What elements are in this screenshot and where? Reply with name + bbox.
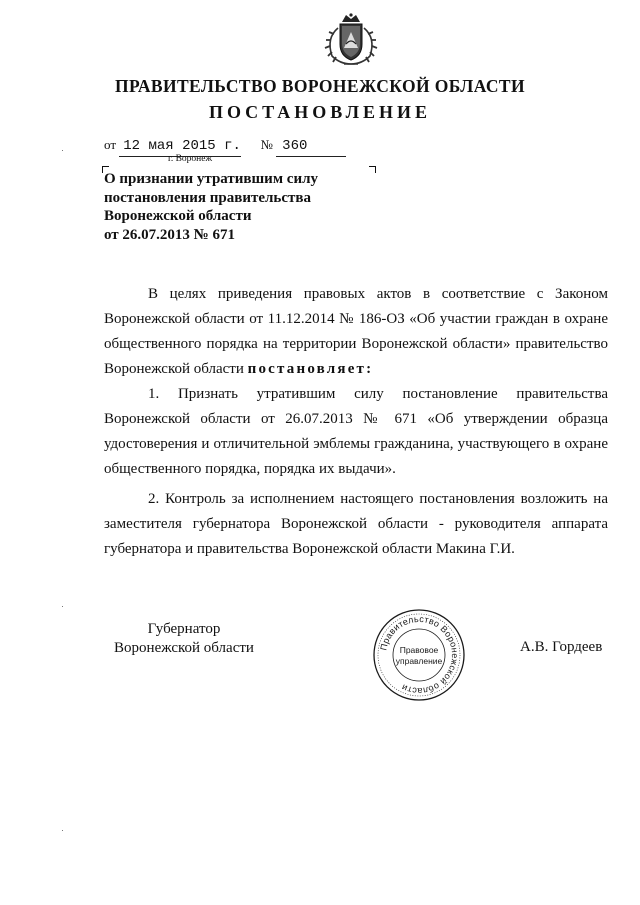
intro-text: В целях приведения правовых актов в соответствие с Законом Воронежской области от 11.12.2014 № 186-ОЗ «Об участии граждан в охране общественного порядка на территории Воронежской области» правительство Воронежской области bbox=[104, 286, 608, 377]
signer-role bbox=[104, 620, 264, 658]
item-2-paragraph: 2. Контроль за исполнением настоящего постановления возложить на заместителя губернатора Воронежской области - руководителя аппарата губернатора и правительства Воронежской области Макина Г.И. bbox=[104, 491, 608, 557]
document-type-title: ПОСТАНОВЛЕНИЕ bbox=[208, 102, 432, 122]
signer-role-line: Губернатор bbox=[147, 621, 221, 637]
document-number: 360 bbox=[276, 136, 346, 157]
government-title: ПРАВИТЕЛЬСТВО ВОРОНЕЖСКОЙ ОБЛАСТИ bbox=[114, 76, 526, 96]
document-date: 12 мая 2015 г. bbox=[119, 136, 241, 157]
signer-role-line: Воронежской области bbox=[114, 640, 254, 656]
number-label: № bbox=[260, 137, 273, 152]
scan-mark bbox=[62, 606, 63, 607]
scan-mark bbox=[62, 150, 63, 151]
stamp-center-line: Правовое bbox=[399, 645, 439, 655]
date-label: от bbox=[104, 137, 117, 152]
decree-word: постановляет: bbox=[247, 361, 374, 377]
scan-mark bbox=[62, 830, 63, 831]
coat-of-arms-icon bbox=[318, 12, 384, 70]
item-1-paragraph: 1. Признать утратившим силу постановление правительства Воронежской области от 26.07.2013 № 671 «Об утверждении образца удостоверения и отличительной эмблемы гражданина, участвующего в охране общественного порядка, порядка их выдачи». bbox=[104, 386, 608, 477]
document-body bbox=[104, 282, 608, 562]
subject-line: О признании утратившим силу bbox=[104, 171, 318, 187]
subject-line: от 26.07.2013 № 671 bbox=[104, 226, 235, 243]
document-city: г. Воронеж bbox=[168, 154, 213, 164]
intro-paragraph bbox=[104, 282, 608, 382]
document-subject bbox=[104, 170, 374, 244]
document-meta bbox=[104, 135, 346, 155]
signer-name: А.В. Гордеев bbox=[520, 639, 603, 655]
stamp-ring-text: Правительство Воронежской области bbox=[378, 613, 461, 697]
subject-line: Воронежской области bbox=[104, 208, 252, 224]
subject-line: постановления правительства bbox=[104, 189, 311, 206]
stamp-center-line: управление bbox=[395, 656, 443, 666]
official-stamp bbox=[372, 608, 466, 702]
